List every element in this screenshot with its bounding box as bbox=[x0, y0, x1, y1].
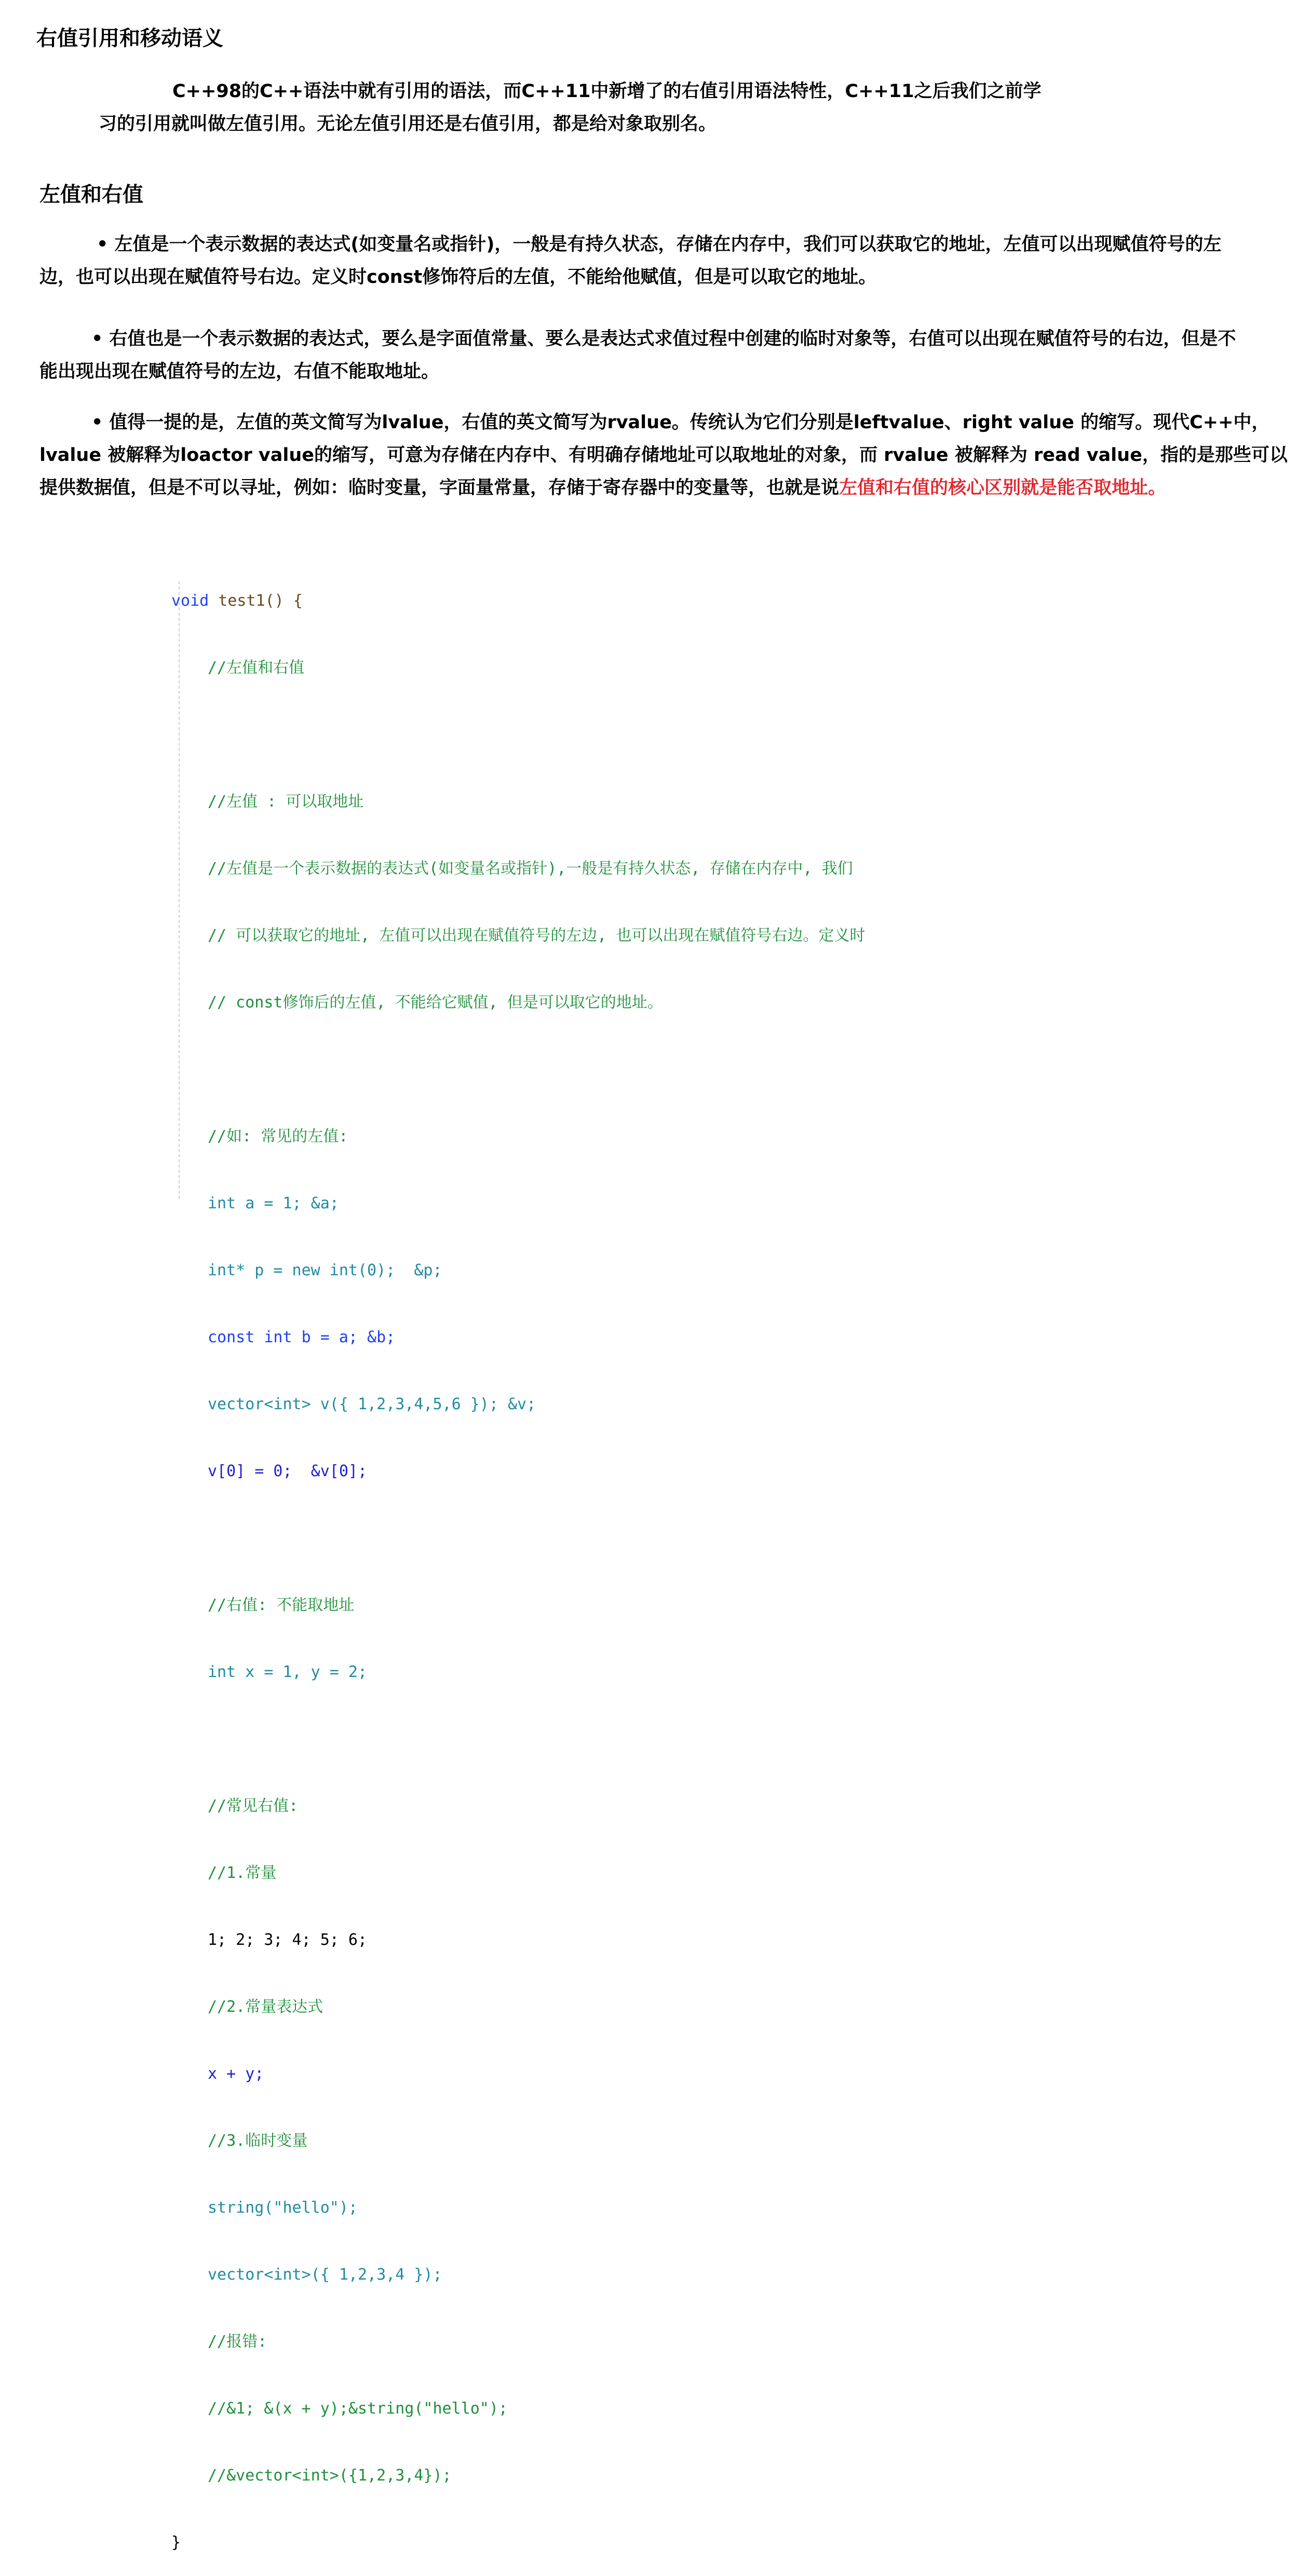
bullet-icon: • bbox=[97, 234, 109, 255]
code-comment: //&1; &(x + y);&string("hello"); bbox=[208, 2400, 508, 2418]
code-block bbox=[171, 545, 865, 2576]
code-comment: //右值: 不能取地址 bbox=[208, 1596, 355, 1614]
code-comment: //左值 : 可以取地址 bbox=[208, 793, 364, 811]
code-statement: int x = 1, y = 2; bbox=[208, 1663, 368, 1681]
code-statement: int* p = new int(0); &p; bbox=[208, 1261, 442, 1279]
bullet-naming bbox=[39, 406, 1288, 505]
code-statement: vector<int>({ 1,2,3,4 }); bbox=[208, 2266, 442, 2284]
code-comment: // const修饰后的左值, 不能给它赋值, 但是可以取它的地址。 bbox=[208, 993, 663, 1012]
intro-line-1: C++98的C++语法中就有引用的语法，而C++11中新增了的右值引用语法特性，C++11之后我们之前学 bbox=[172, 81, 1042, 102]
page-title: 右值引用和移动语义 bbox=[36, 26, 223, 50]
code-line-signature: void test1() { bbox=[171, 592, 303, 610]
code-blank bbox=[171, 1527, 865, 1549]
bullet-icon: • bbox=[91, 329, 103, 349]
code-statement: vector<int> v({ 1,2,3,4,5,6 }); &v; bbox=[208, 1395, 536, 1413]
highlight-key-difference: 左值和右值的核心区别就是能否取地址。 bbox=[839, 478, 1167, 498]
bullet-naming-line-2: lvalue 被解释为loactor value的缩写，可意为存储在内存中、有明确存储地址可以取地址的对象，而 rvalue 被解释为 read value，指的是那些可以 bbox=[39, 445, 1288, 466]
code-statement: 1; 2; 3; 4; 5; 6; bbox=[208, 1931, 368, 1949]
code-comment: //3.临时变量 bbox=[208, 2132, 308, 2150]
code-comment: //左值和右值 bbox=[208, 659, 305, 677]
code-comment: //2.常量表达式 bbox=[208, 1998, 323, 2016]
code-comment: //如: 常见的左值: bbox=[208, 1127, 348, 1146]
bullet-lvalue-line-2: 边，也可以出现在赋值符号右边。定义时const修饰符后的左值，不能给他赋值，但是可以取它的地址。 bbox=[39, 267, 877, 288]
code-statement: string("hello"); bbox=[208, 2199, 358, 2217]
code-comment: // 可以获取它的地址, 左值可以出现在赋值符号的左边, 也可以出现在赋值符号右边。定义时 bbox=[208, 926, 866, 945]
code-statement: const int b = a; &b; bbox=[208, 1328, 396, 1346]
code-comment: //1.常量 bbox=[208, 1864, 277, 1882]
code-comment: //报错: bbox=[208, 2333, 267, 2351]
code-blank bbox=[171, 1058, 865, 1081]
code-statement: int a = 1; &a; bbox=[208, 1194, 339, 1212]
bullet-rvalue-line-2: 能出现出现在赋值符号的左边，右值不能取地址。 bbox=[39, 361, 440, 382]
bullet-rvalue bbox=[39, 323, 1236, 388]
intro-paragraph bbox=[0, 75, 1041, 141]
code-line-close: } bbox=[171, 2533, 181, 2552]
bullet-lvalue bbox=[39, 228, 1221, 294]
bullet-naming-line-1: • 值得一提的是，左值的英文简写为lvalue，右值的英文简写为rvalue。传统认为它们分别是leftvalue、right value 的缩写。现代C++中， bbox=[39, 406, 1288, 439]
intro-line-2: 习的引用就叫做左值引用。无论左值引用还是右值引用，都是给对象取别名。 bbox=[99, 114, 717, 134]
bullet-icon: • bbox=[91, 412, 103, 433]
code-comment: //左值是一个表示数据的表达式(如变量名或指针),一般是有持久状态, 存储在内存中, 我们 bbox=[208, 860, 853, 878]
code-statement: v[0] = 0; &v[0]; bbox=[208, 1462, 368, 1480]
code-blank bbox=[171, 724, 865, 746]
code-comment: //&vector<int>({1,2,3,4}); bbox=[208, 2466, 452, 2485]
code-statement: x + y; bbox=[208, 2065, 264, 2083]
section-title: 左值和右值 bbox=[39, 183, 143, 207]
bullet-rvalue-line-1: • 右值也是一个表示数据的表达式，要么是字面值常量、要么是表达式求值过程中创建的临时对象等，右值可以出现在赋值符号的右边，但是不 bbox=[39, 323, 1236, 356]
bullet-naming-line-3: 提供数据值，但是不可以寻址，例如：临时变量，字面量常量，存储于寄存器中的变量等，也就是说左值和右值的核心区别就是能否取地址。 bbox=[39, 478, 1167, 498]
code-comment: //常见右值: bbox=[208, 1797, 299, 1815]
bullet-lvalue-line-1: • 左值是一个表示数据的表达式(如变量名或指针)，一般是有持久状态，存储在内存中，我们可以获取它的地址，左值可以出现赋值符号的左 bbox=[39, 228, 1221, 261]
code-blank bbox=[171, 1728, 865, 1750]
